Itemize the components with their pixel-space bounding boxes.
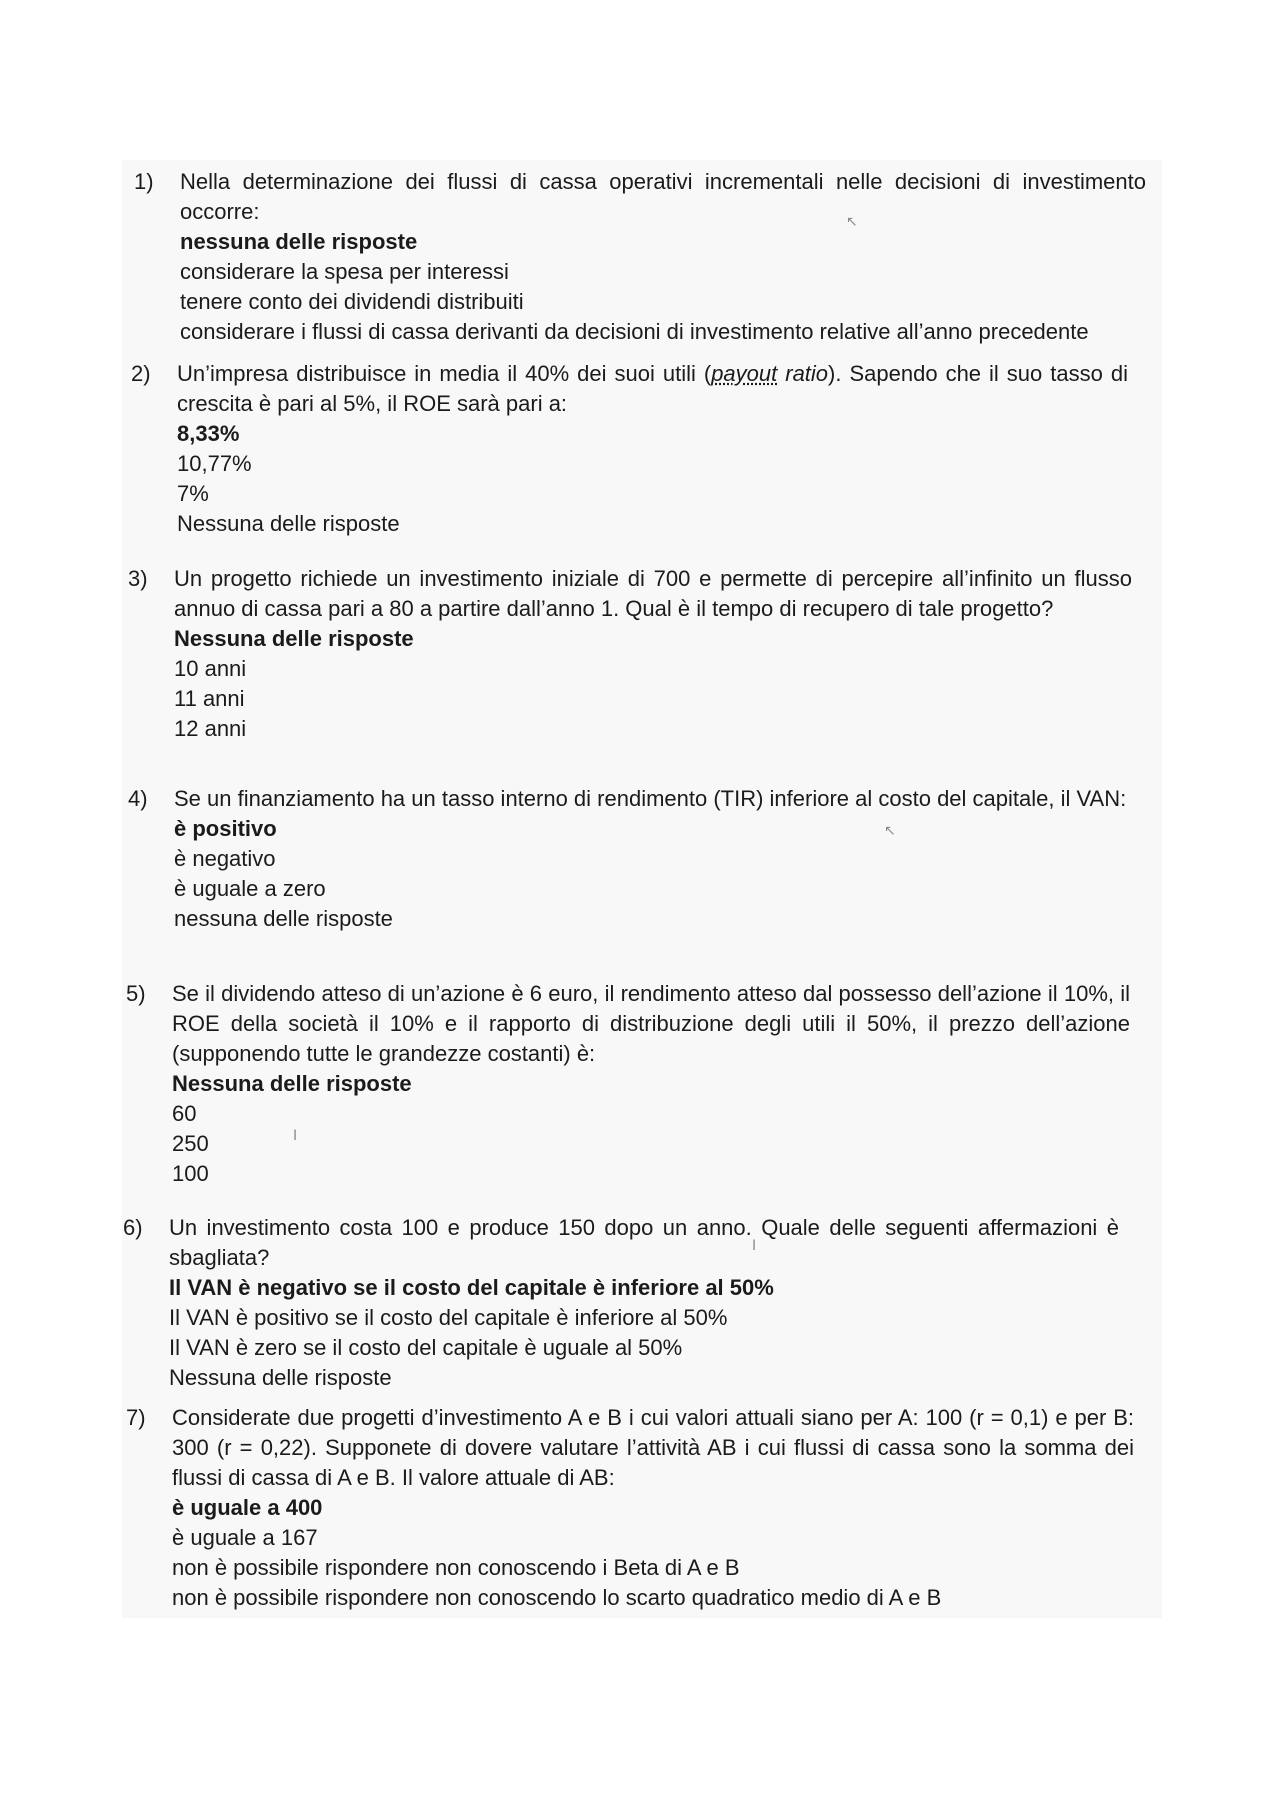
question-number: 6) [123,1215,143,1240]
question-2 [131,359,1128,539]
answer-option: 100 [172,1161,209,1186]
answer-option: non è possibile rispondere non conoscendo lo scarto quadratico medio di A e B [172,1585,942,1610]
answer-option-correct: è positivo [174,816,277,841]
answer-option-correct: Nessuna delle risposte [172,1071,412,1096]
answer-option: 60 [172,1101,197,1126]
question-text: Un progetto richiede un investimento iniziale di 700 e permette di percepire all’infinito un flusso annuo di cassa pari a 80 a partire dall’anno 1. Qual è il tempo di recupero di tale progetto? [174,566,1132,621]
answer-option: 7% [177,481,209,506]
answer-option: non è possibile rispondere non conoscendo i Beta di A e B [172,1555,740,1580]
answer-option: 10,77% [177,451,252,476]
answer-option: 12 anni [174,716,247,741]
payout-term: payout [711,361,778,386]
mouse-pointer-icon: ↖ [846,214,858,230]
answer-option: 10 anni [174,656,247,681]
question-3 [128,564,1132,744]
question-4 [128,784,1130,934]
answer-option: nessuna delle risposte [174,906,393,931]
answer-option: 11 anni [174,686,245,711]
answer-option: è uguale a 167 [172,1525,318,1550]
answer-option-correct: nessuna delle risposte [180,229,418,254]
question-text: Un’impresa distribuisce in media il 40% dei suoi utili (payout ratio). Sapendo che il suo tasso di crescita è pari al 5%, il ROE sarà pari a: [177,361,1128,416]
text-cursor-icon: I [752,1238,757,1254]
text-cursor-icon: I [293,1128,298,1144]
answer-option: Il VAN è zero se il costo del capitale è uguale al 50% [169,1335,683,1360]
question-number: 7) [126,1405,146,1430]
question-7 [126,1403,1134,1613]
question-text: Nella determinazione dei flussi di cassa operativi incrementali nelle decisioni di investimento occorre: [180,169,1146,224]
answer-option-correct: Nessuna delle risposte [174,626,414,651]
answer-option: Nessuna delle risposte [169,1365,392,1390]
question-number: 2) [131,361,151,386]
answer-option-correct: Il VAN è negativo se il costo del capitale è inferiore al 50% [169,1275,774,1300]
question-text: Se un finanziamento ha un tasso interno di rendimento (TIR) inferiore al costo del capitale, il VAN: [174,786,1127,811]
answer-option: Il VAN è positivo se il costo del capitale è inferiore al 50% [169,1305,728,1330]
answer-option: Nessuna delle risposte [177,511,400,536]
question-number: 4) [128,786,148,811]
answer-option-correct: 8,33% [177,421,240,446]
answer-option: è negativo [174,846,276,871]
question-5 [126,979,1130,1189]
answer-option-correct: è uguale a 400 [172,1495,323,1520]
question-6 [123,1213,1119,1393]
answer-option: considerare i flussi di cassa derivanti da decisioni di investimento relative all’anno precedente [180,319,1089,344]
question-1 [134,167,1146,347]
question-number: 1) [134,169,154,194]
mouse-pointer-icon: ↖ [884,823,896,839]
answer-option: tenere conto dei dividendi distribuiti [180,289,524,314]
answer-option: considerare la spesa per interessi [180,259,509,284]
question-text: Considerate due progetti d’investimento A e B i cui valori attuali siano per A: 100 (r = 0,1) e per B: 300 (r = 0,22). Supponete di dovere valutare l’attività AB i cui flussi di cassa sono la somma dei flussi di cassa di A e B. Il valore attuale di AB: [172,1405,1134,1490]
answer-option: è uguale a zero [174,876,326,901]
question-text: Un investimento costa 100 e produce 150 dopo un anno. Quale delle seguenti affermazioni è sbagliata? [169,1215,1119,1270]
answer-option: 250 [172,1131,209,1156]
question-number: 5) [126,981,146,1006]
question-text: Se il dividendo atteso di un’azione è 6 euro, il rendimento atteso dal possesso dell’azione il 10%, il ROE della società il 10% e il rapporto di distribuzione degli utili il 50%, il prezzo dell’azione (supponendo tutte le grandezze costanti) è: [172,981,1130,1066]
question-number: 3) [128,566,148,591]
